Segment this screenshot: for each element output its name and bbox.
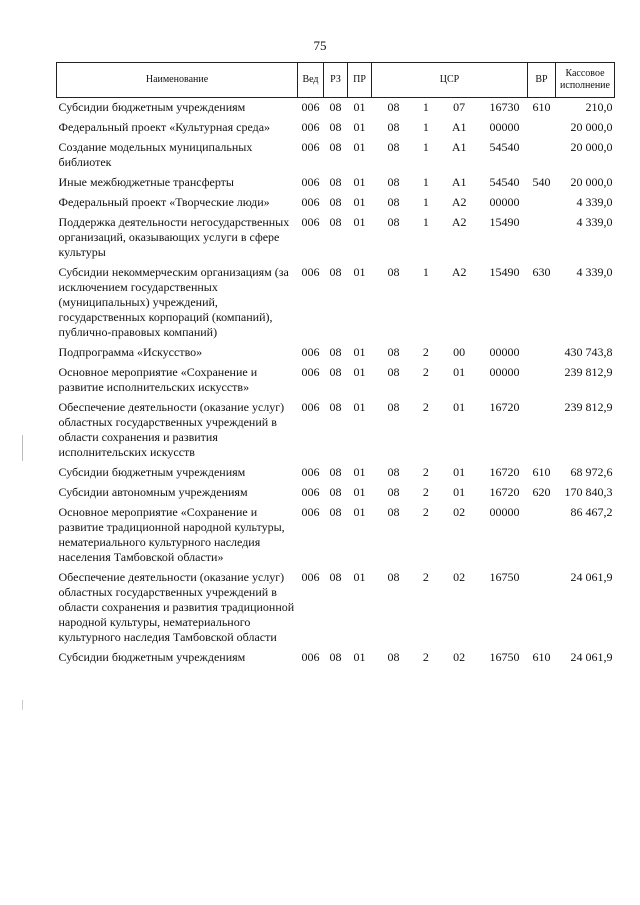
- csr-subprogram: 1: [422, 120, 429, 134]
- csr-program: 08: [387, 265, 400, 279]
- csr-event: 01: [453, 400, 466, 414]
- csr-event: A1: [451, 120, 467, 134]
- row-ved: 006: [301, 505, 320, 519]
- row-pr: 01: [353, 505, 366, 519]
- row-rz: 08: [329, 140, 342, 154]
- row-amount: 210,0: [585, 100, 613, 114]
- row-ved: 006: [301, 215, 320, 229]
- row-vr: [528, 138, 556, 173]
- header-amount: Кассовое исполнение: [556, 63, 615, 98]
- table-row: [57, 343, 615, 363]
- row-vr: [528, 398, 556, 463]
- row-rz: 08: [329, 120, 342, 134]
- row-pr: 01: [353, 400, 366, 414]
- row-amount: 68 972,6: [570, 465, 613, 479]
- row-pr: 01: [353, 195, 366, 209]
- row-pr: 01: [353, 365, 366, 379]
- row-name: Федеральный проект «Культурная среда»: [58, 120, 271, 134]
- csr-direction: 54540: [489, 175, 520, 189]
- csr-direction: 16720: [489, 485, 520, 499]
- row-pr: 01: [353, 570, 366, 584]
- row-ved: 006: [301, 465, 320, 479]
- row-name: Создание модельных муниципальных библиотек: [58, 140, 253, 169]
- row-vr: 610: [532, 650, 551, 664]
- row-pr: 01: [353, 215, 366, 229]
- row-ved: 006: [301, 120, 320, 134]
- row-vr: [528, 363, 556, 398]
- row-ved: 006: [301, 400, 320, 414]
- row-ved: 006: [301, 650, 320, 664]
- table-row: [57, 263, 615, 343]
- csr-direction: 16750: [489, 650, 520, 664]
- row-csr: [372, 463, 528, 483]
- row-pr: 01: [353, 485, 366, 499]
- row-ved: 006: [301, 265, 320, 279]
- row-rz: 08: [329, 100, 342, 114]
- csr-program: 08: [387, 345, 400, 359]
- row-ved: 006: [301, 175, 320, 189]
- margin-mark: [22, 700, 23, 710]
- row-ved: 006: [301, 345, 320, 359]
- row-vr: 630: [532, 265, 551, 279]
- row-name: Субсидии бюджетным учреждениям: [58, 465, 246, 479]
- csr-program: 08: [387, 100, 400, 114]
- row-csr: [372, 398, 528, 463]
- budget-execution-table: [56, 62, 615, 668]
- row-name: Основное мероприятие «Сохранение и развитие традиционной народной культуры, нематериального культурного наследия населения Тамбовской области»: [58, 505, 285, 564]
- table-row: [57, 173, 615, 193]
- table-row: [57, 648, 615, 668]
- row-pr: 01: [353, 465, 366, 479]
- row-csr: [372, 343, 528, 363]
- header-pr: ПР: [348, 63, 372, 98]
- csr-direction: 15490: [489, 265, 520, 279]
- header-ved: Вед: [298, 63, 324, 98]
- row-amount: 20 000,0: [570, 175, 613, 189]
- csr-event: 07: [453, 100, 466, 114]
- csr-program: 08: [387, 400, 400, 414]
- row-csr: [372, 483, 528, 503]
- csr-subprogram: 1: [422, 100, 429, 114]
- row-amount: 4 339,0: [576, 265, 613, 279]
- row-pr: 01: [353, 650, 366, 664]
- csr-program: 08: [387, 215, 400, 229]
- row-pr: 01: [353, 140, 366, 154]
- csr-program: 08: [387, 505, 400, 519]
- row-vr: 610: [532, 465, 551, 479]
- csr-subprogram: 1: [422, 175, 429, 189]
- csr-subprogram: 2: [422, 485, 429, 499]
- row-rz: 08: [329, 505, 342, 519]
- row-name: Субсидии некоммерческим организациям (за исключением государственных (муниципальных) учреждений, государственных корпораций (компаний), публично-правовых компаний): [58, 265, 289, 339]
- row-csr: [372, 173, 528, 193]
- csr-program: 08: [387, 195, 400, 209]
- row-csr: [372, 193, 528, 213]
- row-csr: [372, 138, 528, 173]
- csr-subprogram: 2: [422, 570, 429, 584]
- row-pr: 01: [353, 175, 366, 189]
- table-row: [57, 503, 615, 568]
- row-name: Субсидии бюджетным учреждениям: [58, 100, 246, 114]
- table-row: [57, 118, 615, 138]
- table-row: [57, 98, 615, 119]
- header-rz: РЗ: [324, 63, 348, 98]
- table-row: [57, 363, 615, 398]
- row-vr: [528, 213, 556, 263]
- row-rz: 08: [329, 570, 342, 584]
- csr-subprogram: 2: [422, 365, 429, 379]
- row-amount: 430 743,8: [564, 345, 613, 359]
- csr-program: 08: [387, 140, 400, 154]
- row-rz: 08: [329, 400, 342, 414]
- table-row: [57, 483, 615, 503]
- row-ved: 006: [301, 570, 320, 584]
- row-pr: 01: [353, 100, 366, 114]
- row-csr: [372, 98, 528, 119]
- row-csr: [372, 118, 528, 138]
- csr-program: 08: [387, 485, 400, 499]
- row-amount: 24 061,9: [570, 570, 613, 584]
- table-row: [57, 398, 615, 463]
- csr-event: A1: [451, 140, 467, 154]
- row-name: Субсидии бюджетным учреждениям: [58, 650, 246, 664]
- csr-event: 02: [453, 650, 466, 664]
- row-rz: 08: [329, 365, 342, 379]
- table-body: [57, 98, 615, 669]
- row-vr: 610: [532, 100, 551, 114]
- row-rz: 08: [329, 465, 342, 479]
- csr-event: A2: [451, 265, 467, 279]
- row-name: Поддержка деятельности негосударственных организаций, оказывающих услуги в сфере культуры: [58, 215, 290, 259]
- table-row: [57, 213, 615, 263]
- row-csr: [372, 568, 528, 648]
- csr-direction: 00000: [489, 505, 520, 519]
- row-rz: 08: [329, 195, 342, 209]
- row-rz: 08: [329, 175, 342, 189]
- row-ved: 006: [301, 140, 320, 154]
- header-csr: ЦСР: [372, 63, 528, 98]
- csr-subprogram: 2: [422, 505, 429, 519]
- row-amount: 24 061,9: [570, 650, 613, 664]
- csr-subprogram: 1: [422, 195, 429, 209]
- csr-program: 08: [387, 570, 400, 584]
- row-name: Основное мероприятие «Сохранение и развитие исполнительских искусств»: [58, 365, 258, 394]
- row-pr: 01: [353, 345, 366, 359]
- row-name: Обеспечение деятельности (оказание услуг) областных государственных учреждений в области сохранения и развития традиционной народной культуры, нематериального культурного наследия Тамбовской области: [58, 570, 295, 644]
- csr-program: 08: [387, 120, 400, 134]
- csr-program: 08: [387, 175, 400, 189]
- row-ved: 006: [301, 195, 320, 209]
- row-amount: 20 000,0: [570, 140, 613, 154]
- row-rz: 08: [329, 265, 342, 279]
- csr-event: 02: [453, 570, 466, 584]
- row-rz: 08: [329, 485, 342, 499]
- row-ved: 006: [301, 100, 320, 114]
- row-amount: 4 339,0: [576, 215, 613, 229]
- row-pr: 01: [353, 265, 366, 279]
- csr-subprogram: 2: [422, 650, 429, 664]
- row-vr: 540: [532, 175, 551, 189]
- row-ved: 006: [301, 365, 320, 379]
- row-csr: [372, 363, 528, 398]
- header-vr: ВР: [528, 63, 556, 98]
- row-csr: [372, 648, 528, 668]
- csr-event: A2: [451, 215, 467, 229]
- csr-event: 00: [453, 345, 466, 359]
- row-name: Подпрограмма «Искусство»: [58, 345, 203, 359]
- table-row: [57, 193, 615, 213]
- csr-program: 08: [387, 465, 400, 479]
- row-vr: 620: [532, 485, 551, 499]
- row-amount: 20 000,0: [570, 120, 613, 134]
- row-name: Иные межбюджетные трансферты: [58, 175, 234, 189]
- row-csr: [372, 503, 528, 568]
- csr-event: 01: [453, 365, 466, 379]
- row-name: Федеральный проект «Творческие люди»: [58, 195, 270, 209]
- csr-direction: 16730: [489, 100, 520, 114]
- row-csr: [372, 213, 528, 263]
- csr-direction: 00000: [489, 195, 520, 209]
- row-vr: [528, 118, 556, 138]
- row-vr: [528, 503, 556, 568]
- row-pr: 01: [353, 120, 366, 134]
- row-rz: 08: [329, 215, 342, 229]
- csr-direction: 54540: [489, 140, 520, 154]
- row-ved: 006: [301, 485, 320, 499]
- row-amount: 239 812,9: [564, 400, 613, 414]
- csr-event: A1: [451, 175, 467, 189]
- csr-direction: 15490: [489, 215, 520, 229]
- row-vr: [528, 568, 556, 648]
- table-header-row: [57, 63, 615, 98]
- csr-direction: 00000: [489, 120, 520, 134]
- table-row: [57, 463, 615, 483]
- page-number: 75: [313, 38, 327, 53]
- csr-direction: 00000: [489, 365, 520, 379]
- csr-event: 01: [453, 465, 466, 479]
- row-vr: [528, 343, 556, 363]
- row-amount: 170 840,3: [564, 485, 613, 499]
- csr-program: 08: [387, 650, 400, 664]
- csr-subprogram: 2: [422, 345, 429, 359]
- csr-subprogram: 2: [422, 400, 429, 414]
- row-name: Обеспечение деятельности (оказание услуг) областных государственных учреждений в области сохранения и развития исполнительских искусств: [58, 400, 285, 459]
- table-row: [57, 568, 615, 648]
- csr-subprogram: 1: [422, 140, 429, 154]
- row-csr: [372, 263, 528, 343]
- row-name: Субсидии автономным учреждениям: [58, 485, 248, 499]
- row-rz: 08: [329, 345, 342, 359]
- csr-event: 01: [453, 485, 466, 499]
- csr-program: 08: [387, 365, 400, 379]
- csr-direction: 16720: [489, 465, 520, 479]
- row-vr: [528, 193, 556, 213]
- row-amount: 4 339,0: [576, 195, 613, 209]
- header-name: Наименование: [57, 63, 298, 98]
- csr-event: A2: [451, 195, 467, 209]
- csr-direction: 16750: [489, 570, 520, 584]
- csr-subprogram: 1: [422, 265, 429, 279]
- table-row: [57, 138, 615, 173]
- margin-mark: [22, 435, 23, 461]
- row-amount: 239 812,9: [564, 365, 613, 379]
- csr-direction: 16720: [489, 400, 520, 414]
- csr-subprogram: 2: [422, 465, 429, 479]
- row-amount: 86 467,2: [570, 505, 613, 519]
- row-rz: 08: [329, 650, 342, 664]
- csr-direction: 00000: [489, 345, 520, 359]
- csr-subprogram: 1: [422, 215, 429, 229]
- csr-event: 02: [453, 505, 466, 519]
